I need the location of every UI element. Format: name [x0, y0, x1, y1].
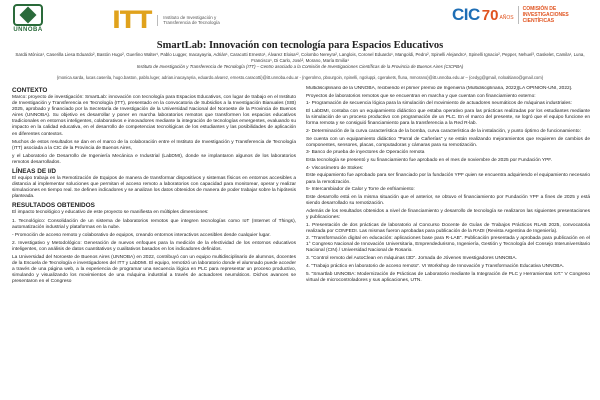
- paragraph: Se cuenta con un equipamiento didáctico "Parral de Cañerías" y se están realizando mejoramientos que requieren de cambios de componentes, sensores, placas, computadoras y cámaras para su remotización.: [306, 136, 590, 148]
- section-heading: LÍNEAS DE I/D: [12, 168, 57, 176]
- unnoba-logo-text: UNNOBA: [13, 27, 43, 33]
- paragraph: 2. Investigativo y Metodológico: Generación de nuevos enfoques para la medición de la efectividad de los entornos educativos inteligentes, con análisis de datos cuantitativos y cualitativos basados en los indicadores definidos.: [12, 240, 296, 252]
- itt-logo-mark: ITT: [112, 6, 152, 34]
- paragraph: y el Laboratorio de Desarrollo de Ingeniería Mecánica e Industrial (LabDMI), donde se implantaron algunos de los laboratorios remotos desarrollados.: [12, 153, 296, 165]
- paragraph: El equipo trabaja en la Remotización de Equipos de manera de transformar dispositivos y sistemas físicos en entornos accesibles a distancia al implementar soluciones que permitan el acceso remoto a laboratorios con capacidad para monitorear, operar y realizar simulaciones en tiempo real. Se definen indicadores y se analizan los datos obtenidos de manera de poder trabajar sobre la hipótesis planteada.: [12, 176, 296, 200]
- paragraph: 4- Viscosímetro de Stokes:: [306, 165, 364, 171]
- paragraph: Muchos de estos resultados se dan en el marco de la colaboración entre el Instituto de Investigación y Transferencia de Tecnología (ITT) asociada a la CIC de la Provincia de Buenos Aires,: [12, 139, 296, 151]
- unnoba-logo: [4, 4, 52, 33]
- section-heading: CONTEXTO: [12, 87, 48, 94]
- paragraph: Proyectos de laboratorios remotos que se encuentran en marcha y que cuentan con financiamiento externo:: [306, 93, 536, 99]
- paragraph: Marco: proyecto de investigación: SmartLab: innovación con tecnología para Espacios Educativos, con lugar de trabajo en el Instituto de Investigación y Transferencia en Tecnología (ITT), presentado en la convocatoria de Subsidios a la Investigación Bianuales (SIB) 2025, aprobado y financiado por la Secretaría de Investigación de la Universidad Nacional del Noroeste de la Provincia de Buenos Aires (UNNOBA). Su objetivo es desarrollar y poner en marcha laboratorios remotos que transformen los espacios educativos tradicionales en entornos inteligentes, colaborativos e innovadores mediante la integración de tecnologías emergentes, evaluando su impacto en la calidad educativa, en el desarrollo de competencias tecnológicas de los estudiantes y las posibilidades de aplicación en diferentes contextos.: [12, 95, 296, 137]
- paragraph: 2- Determinación de la curva característica de la bomba, curva característica de la instalación, y punto óptimo de funcionamiento:: [306, 128, 581, 134]
- paragraph: Multidisciplinario de la UNNOBA, recibiendo el primer premio de Ingeniería (Multidisciplinaria, 2022)[LA OPINIÓN-UNI, 2022].: [306, 86, 573, 91]
- paragraph: 2. "Transformación digital en educación: aplicaciones base para R-LAB". Publicación presentada y aprobada para publicación en el 1° Congreso Nacional de Innovación Universitaria, Emprendedurismo, Ingeniería, Gestión y Tecnología del Consejo Interuniversitario Nacional (CIN) / Universidad Nacional de Rosario.: [306, 236, 590, 254]
- cic-logo-text: COMISIÓN DE INVESTIGACIONES CIENTÍFICAS: [518, 6, 587, 24]
- logo-bar: [0, 0, 600, 40]
- cic-logo-mark: CIC: [452, 5, 480, 24]
- paragraph: 5. "Smartlab UNNOBA: Modernización de Prácticas de Laboratorio mediante la Integración de PLC y Herramientas IoT." V Congreso virtual de microcontroladores y sus aplicaciones, UTN.: [306, 271, 590, 283]
- itt-logo-text: Instituto de Investigación y Transferencia de Tecnología: [157, 15, 235, 26]
- left-column: [12, 86, 296, 398]
- paragraph: 1. Tecnológico: Consolidación de un sistema de laboratorios remotos que integren tecnologías como IoT (Internet of Things), automatización industrial y plataformas en la nube.: [12, 218, 296, 230]
- unnoba-emblem-icon: [13, 4, 43, 26]
- paragraph: 1- Programación de secuencia lógica para la simulación del movimiento de actuadores neumáticos de máquinas industriales:: [306, 101, 572, 107]
- paragraph: 3. "Control remoto del AutoClean en máquinas I3D". Jornada de Jóvenes Investigadores UNNOBA.: [306, 256, 517, 262]
- paragraph: 5- Intercambiador de Calor y Torre de enfriamiento:: [306, 187, 415, 193]
- cic-anniversary-label: AÑOS: [499, 15, 514, 21]
- author-list: Sardá Mónica¹, Caserilla Liesa Eduardo², Bastón Hugo², Guerlino Walter¹, Pablo Lugger, Inacayayria, Adrián¹, Caracotti Ernesto¹, Álvarez Eloisa¹², Colombo Nereyra², Langlois, Coronel Eduardo¹, Mangoldi, Pedro², Spinelli Alejandro¹, Spinelli Ignacio², Pepper, Nehuel³, Gaskelet, Camila¹, Luna, Francisco¹, Di Carlo, José², Morano, María Emilia¹: [15, 52, 585, 63]
- paragraph: El LabDMI, contaba con un equipamiento didáctico que estaba operativo para las prácticas realizadas por los estudiantes mediante la simulación de un proceso productivo con programación de un PLC. En el marco del presente, se logró que el equipo funcione en forma remota y se consiguió financiamiento para la transferencia a la Red R-lab.: [306, 109, 590, 127]
- paragraph: - Promoción de acceso remoto y colaborativo de equipos, creando entornos interactivos accesibles desde cualquier lugar.: [12, 232, 271, 238]
- poster-title: SmartLab: Innovación con tecnología para Espacios Educativos: [156, 40, 444, 51]
- paragraph: Este equipamiento fue aprobado para ser financiado por la fundación YPF quien se encuentra adquiriendo el equipamiento necesario para la remotización.: [306, 173, 590, 185]
- cic-anniversary-number: 70: [481, 6, 499, 24]
- paragraph: El impacto tecnológico y educativo de este proyecto se manifiesta en múltiples dimensiones:: [12, 210, 209, 216]
- paragraph: La Universidad del Noroeste de Buenos Aires (UNNOBA) en 2022, contribuyó con un equipo multidisciplinario de alumnos, docentes de la Escuela de Tecnología e investigadores del ITT y LabDMI. El equipo, remotizó un laboratorio donde el alumnado puede acceder a través de una página web, a la experiencia de programar una secuencia lógica en PLC para representar un proceso productivo, simulando y visualizando los movimientos de una máquina industrial a través de actuadores neumáticos. Dichos avances se presentaron en el Congreso: [12, 254, 296, 285]
- right-column: [306, 86, 590, 398]
- paragraph: Este desarrollo está en la misma situación que el anterior, se obtuvo el financiamiento por Fundación YPF a fines de 2025 y está siendo desarrollado su remotización.: [306, 194, 590, 207]
- itt-logo: [112, 6, 235, 34]
- email-list: {monica.sarda, lucas.caserila, hugo.baston, pablo.luger, adrian.inacayayria, eduardo.alvarez, ernesto.caracotti}@itt.unnoba.edu.ar - {ngerolmo, pbourgoin, npinelli, ngoluppi, cgerakets, fluna, mmorano}@itt.unnoba.edu.ar – {cedyg@gmail, noloaltiano@gmail.com}: [56, 75, 544, 80]
- paragraph: 4. "Trabajo práctico en laboratorio de acceso remoto". VI Workshop de Innovación y Transformación Educativa UNNOBA.: [306, 263, 565, 269]
- paragraph: Esta tecnología se presentó y su financiamiento fue aprobado en el mes de noviembre de 2025 por Fundación YPF.: [306, 158, 553, 164]
- cic-logo: [452, 5, 587, 25]
- section-heading: RESULTADOS OBTENIDOS: [12, 202, 95, 210]
- paragraph: 1. Presentación de dos prácticas de laboratorio al Concurso Docente de Guías de Trabajos Prácticos RLAB 2025, convocatoria realizada por CONFEDI. Las mismas fueron aprobadas para publicación de la RADI (Revista Argentina de Ingeniería).: [306, 222, 590, 234]
- paragraph: Además de los resultados obtenidos a nivel de financiamiento y desarrollo de tecnología se realizaron las siguientes presentaciones y publicaciones:: [306, 208, 590, 220]
- affiliation: Instituto de Investigación y Transferencia de Tecnología (ITT) – Centro asociado a la Comisión de Investigaciones Científicas de la Provincia de Buenos Aires (CICPBA): [136, 64, 464, 69]
- paragraph: 3- Banco de prueba de inyectores de Operación remota: [306, 150, 425, 156]
